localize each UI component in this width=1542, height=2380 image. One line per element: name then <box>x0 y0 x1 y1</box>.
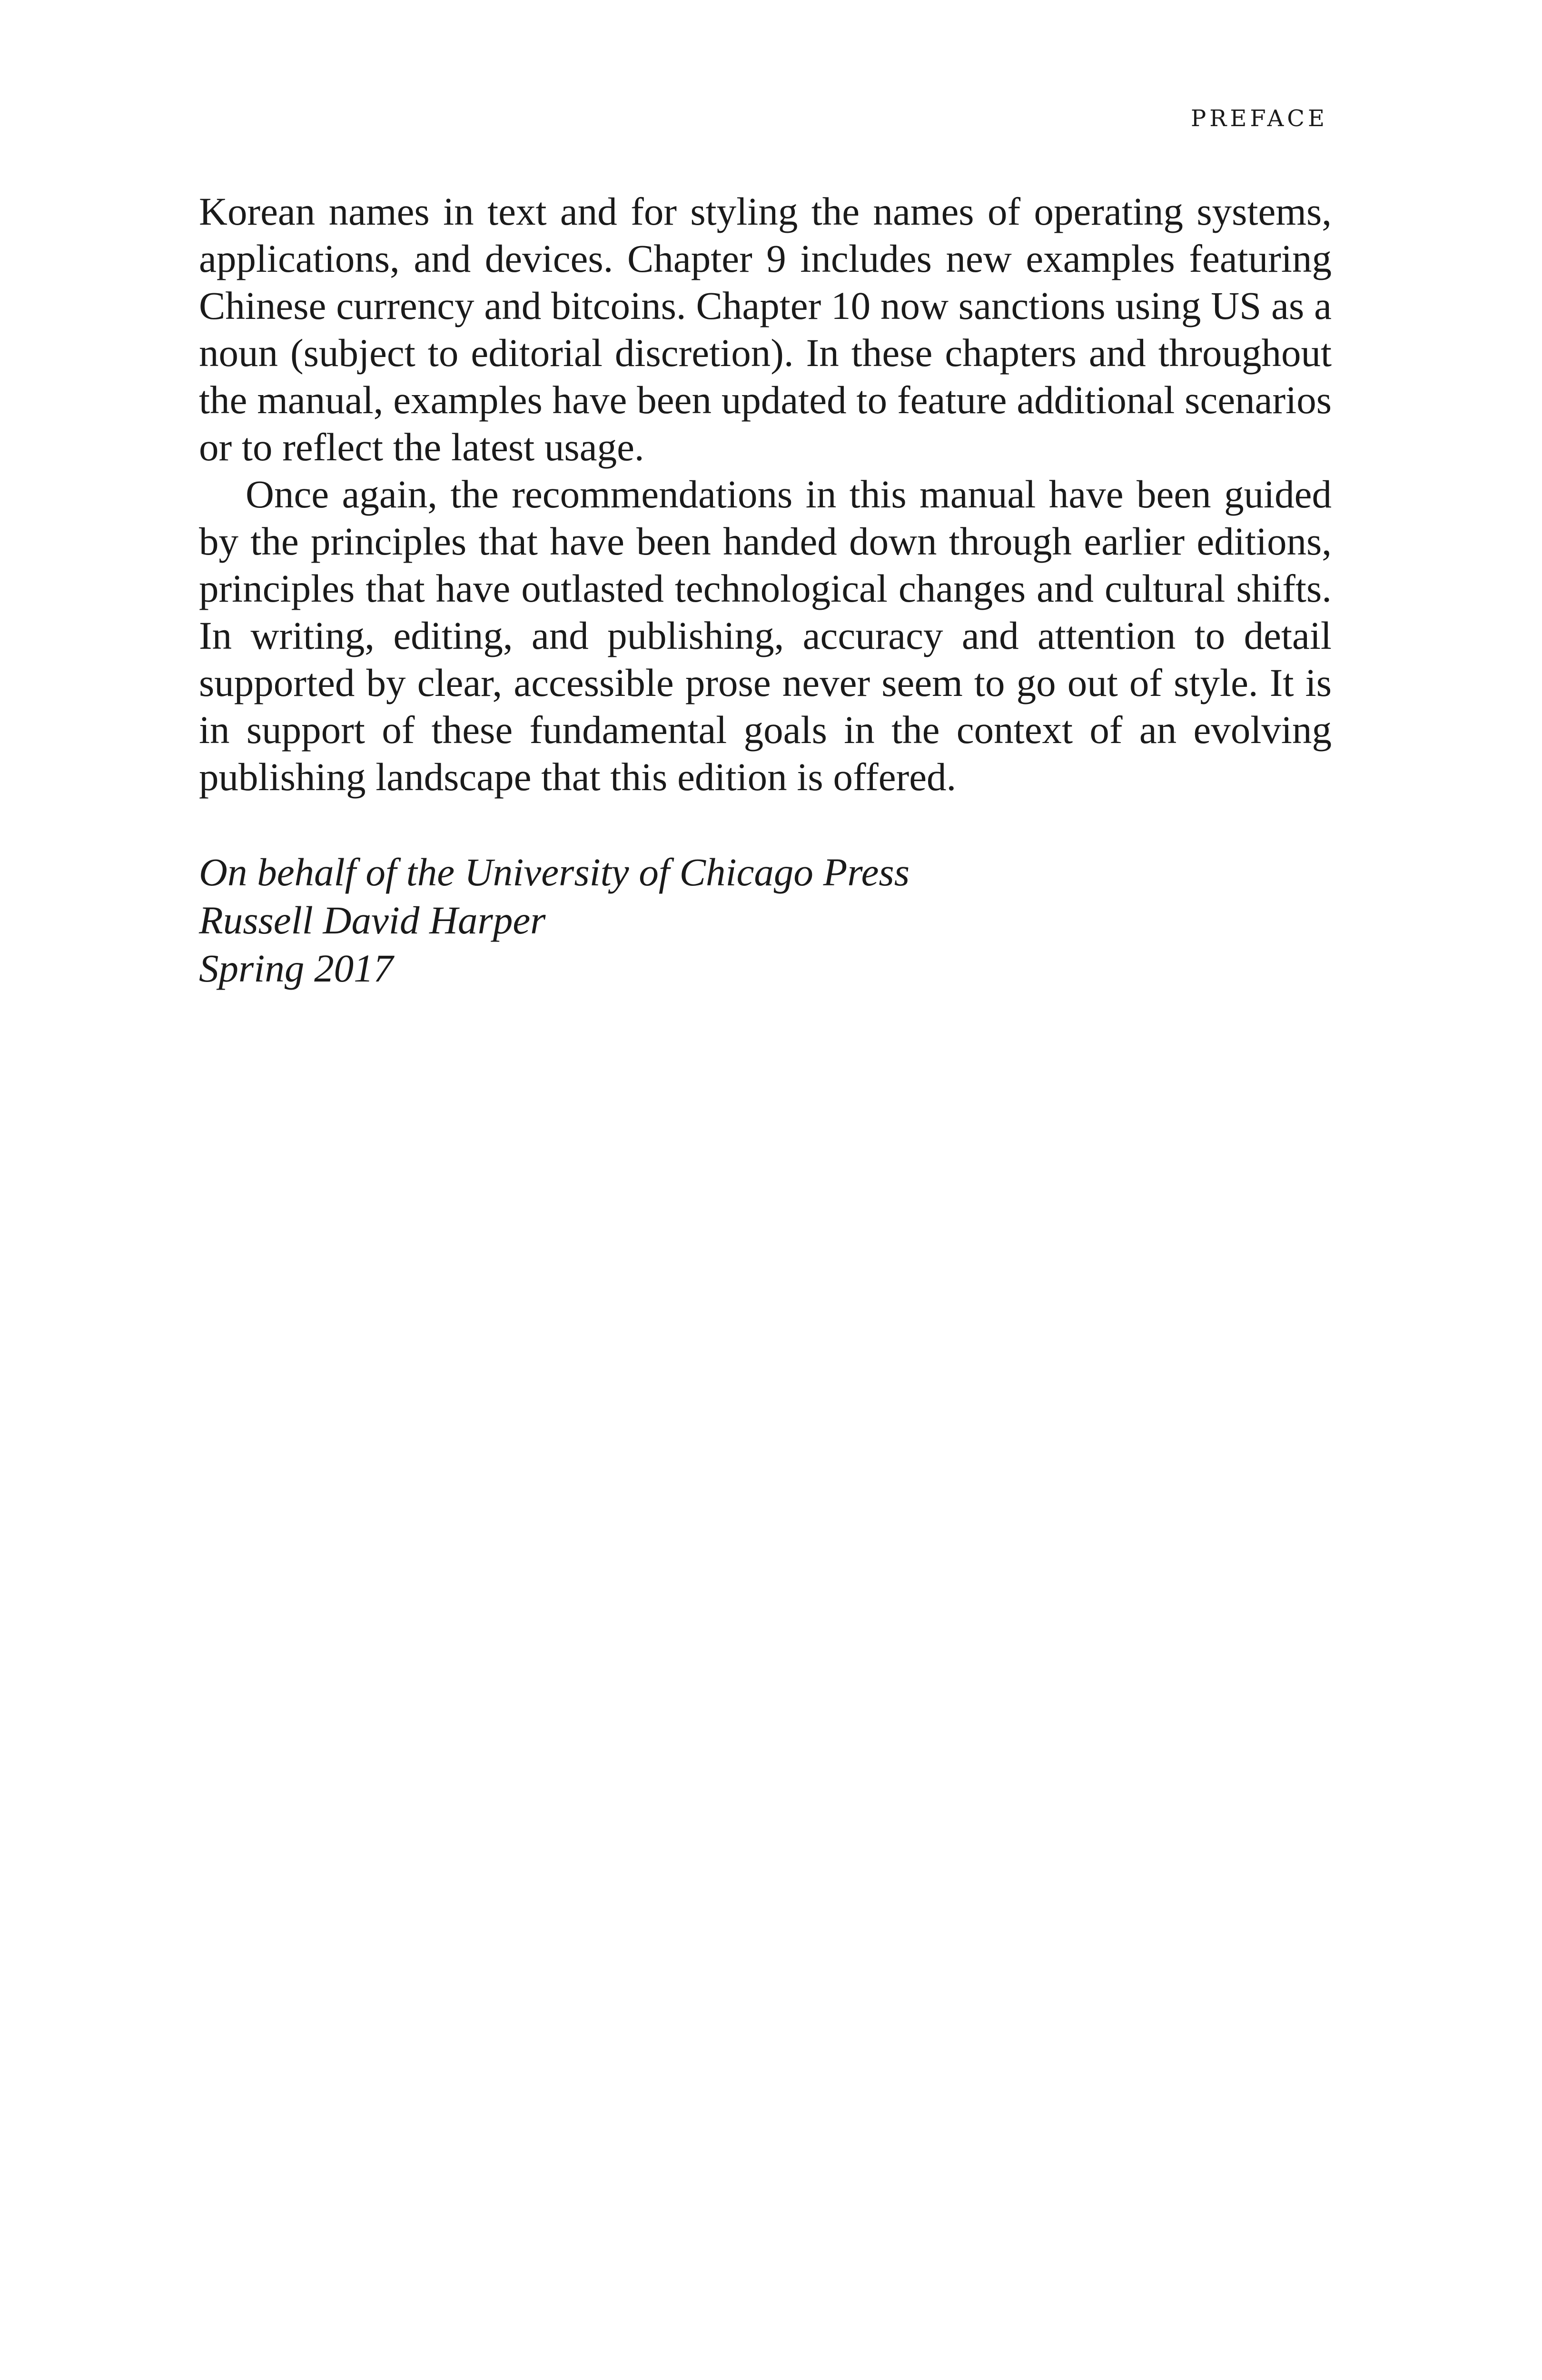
signature-name: Russell David Harper <box>199 898 546 942</box>
running-head: PREFACE <box>1190 105 1328 132</box>
paragraph-2: Once again, the recommendations in this manual have been guided by the principles that have been handed down through earlier editions, principles that have outlasted technological changes and cultural shifts. In writing, editing, and publishing, accuracy and attention to detail supported by clear, accessible prose never seem to go out of style. It is in support of these fundamental goals in the context of an evolving publishing landscape that this edition is offered. <box>199 472 1332 799</box>
paragraph-1: Korean names in text and for styling the names of operating systems, applications, and devices. Chapter 9 includes new examples featuring Chinese currency and bitcoins. Chapter 10 now sanctions using US as a noun (subject to editorial discretion). In these chapters and throughout the manual, examples have been updated to feature additional scenarios or to reflect the latest usage. <box>199 189 1332 469</box>
body-text <box>199 188 1332 801</box>
signature-on-behalf: On behalf of the University of Chicago Press <box>199 850 910 894</box>
signature-block <box>199 848 909 992</box>
signature-date: Spring 2017 <box>199 946 394 990</box>
